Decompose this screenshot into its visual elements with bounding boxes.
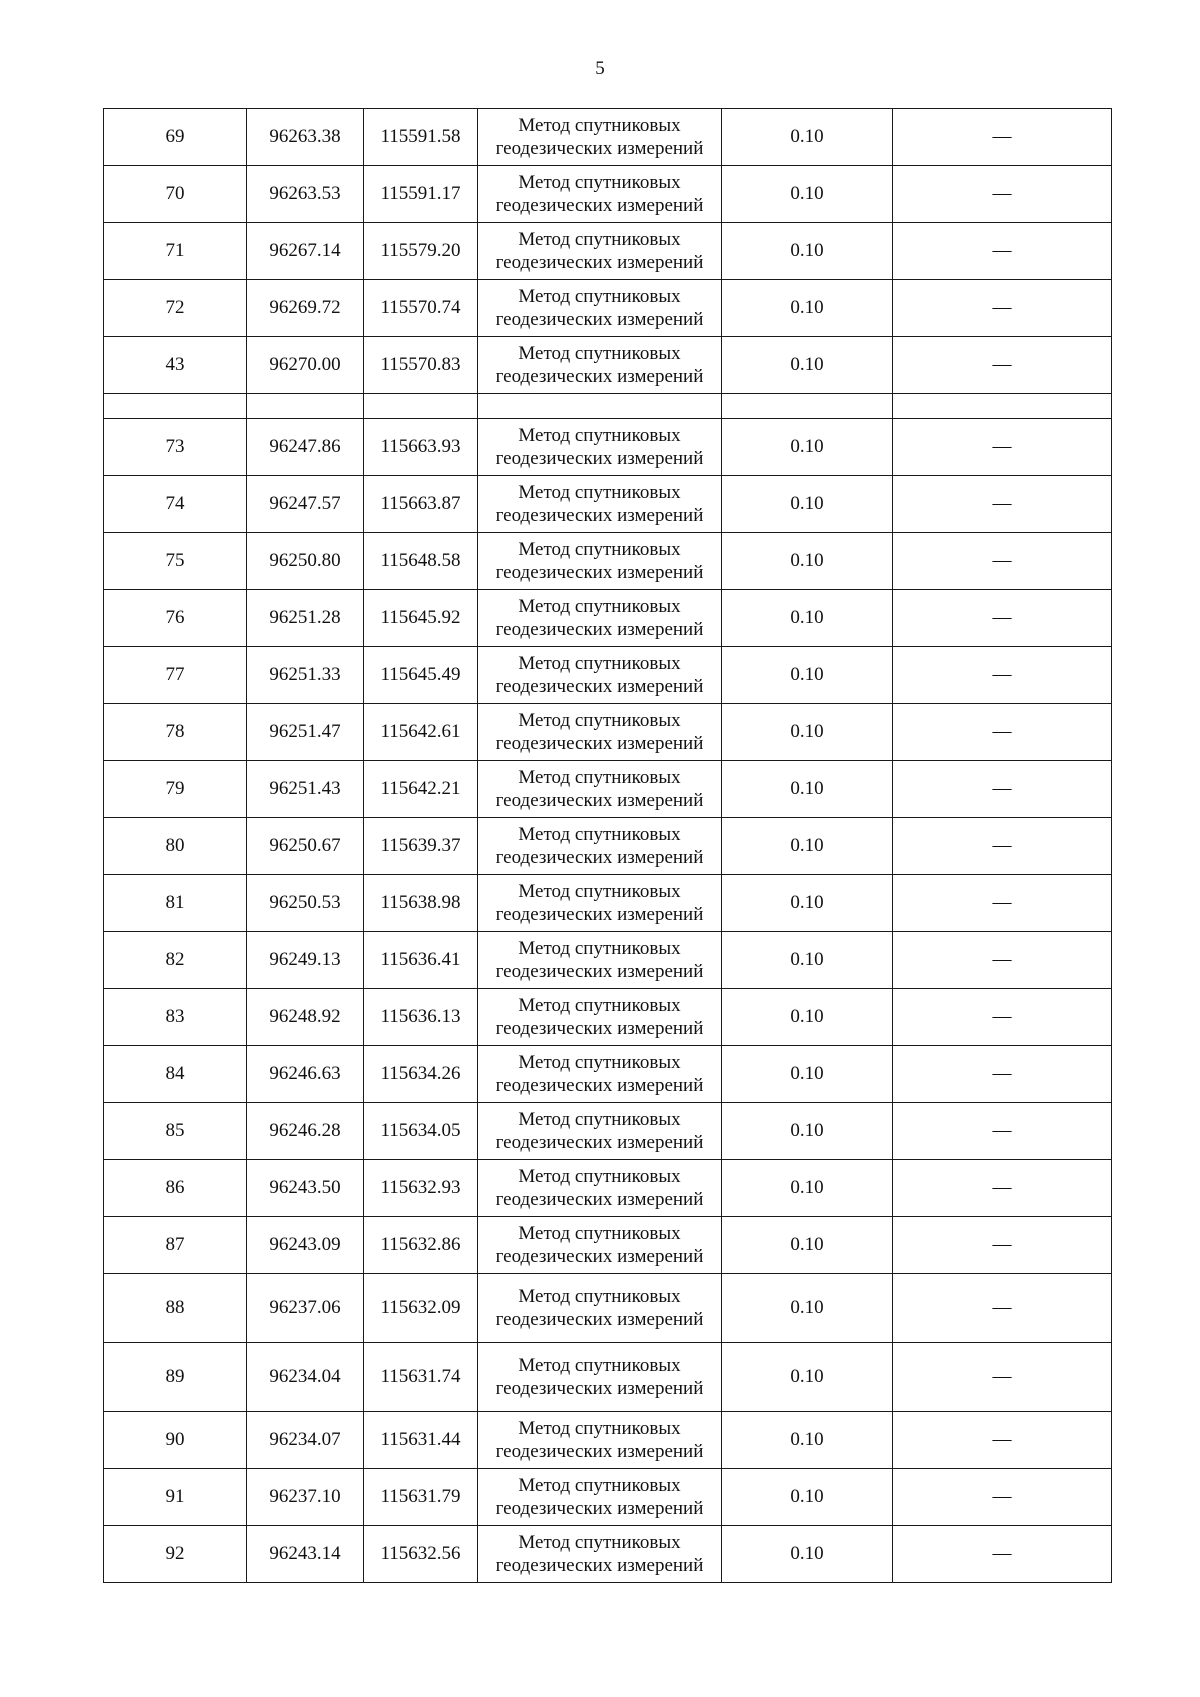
x-coordinate-cell: 96243.14 [247, 1526, 364, 1583]
accuracy-cell: 0.10 [722, 1274, 893, 1343]
method-cell [478, 1343, 722, 1412]
table-row [104, 1217, 1112, 1274]
note-cell: — [893, 1046, 1112, 1103]
y-coordinate-cell: 115663.87 [364, 476, 478, 533]
note-cell: — [893, 818, 1112, 875]
y-coordinate-cell: 115648.58 [364, 533, 478, 590]
point-number-cell: 69 [104, 109, 247, 166]
accuracy-cell: 0.10 [722, 1343, 893, 1412]
point-number-cell: 80 [104, 818, 247, 875]
y-coordinate-cell: 115631.74 [364, 1343, 478, 1412]
method-line-1: Метод спутниковых [518, 539, 681, 560]
method-line-2: геодезических измерений [495, 505, 704, 526]
accuracy-cell: 0.10 [722, 1217, 893, 1274]
point-number-cell: 79 [104, 761, 247, 818]
page-number: 5 [595, 58, 605, 79]
method-cell [478, 337, 722, 394]
y-coordinate-cell: 115636.13 [364, 989, 478, 1046]
method-cell [478, 533, 722, 590]
coordinates-table [103, 108, 1112, 1583]
y-coordinate-cell: 115636.41 [364, 932, 478, 989]
accuracy-cell: 0.10 [722, 704, 893, 761]
x-coordinate-cell: 96263.53 [247, 166, 364, 223]
method-line-2: геодезических измерений [495, 733, 704, 754]
note-cell: — [893, 1412, 1112, 1469]
table-row [104, 1160, 1112, 1217]
method-line-2: геодезических измерений [495, 1309, 704, 1330]
point-number-cell: 73 [104, 419, 247, 476]
empty-cell [893, 394, 1112, 419]
method-line-2: геодезических измерений [495, 366, 704, 387]
method-cell [478, 1469, 722, 1526]
y-coordinate-cell: 115638.98 [364, 875, 478, 932]
point-number-cell: 85 [104, 1103, 247, 1160]
point-number-cell: 74 [104, 476, 247, 533]
accuracy-cell: 0.10 [722, 761, 893, 818]
y-coordinate-cell: 115642.61 [364, 704, 478, 761]
y-coordinate-cell: 115632.09 [364, 1274, 478, 1343]
point-number-cell: 82 [104, 932, 247, 989]
method-line-2: геодезических измерений [495, 1018, 704, 1039]
point-number-cell: 90 [104, 1412, 247, 1469]
accuracy-cell: 0.10 [722, 875, 893, 932]
accuracy-cell: 0.10 [722, 647, 893, 704]
point-number-cell: 75 [104, 533, 247, 590]
y-coordinate-cell: 115570.74 [364, 280, 478, 337]
point-number-cell: 70 [104, 166, 247, 223]
x-coordinate-cell: 96247.86 [247, 419, 364, 476]
table-row [104, 533, 1112, 590]
method-cell [478, 1046, 722, 1103]
y-coordinate-cell: 115639.37 [364, 818, 478, 875]
accuracy-cell: 0.10 [722, 1103, 893, 1160]
table-row [104, 818, 1112, 875]
table-row [104, 761, 1112, 818]
method-line-1: Метод спутниковых [518, 115, 681, 136]
table-row [104, 1274, 1112, 1343]
accuracy-cell: 0.10 [722, 1160, 893, 1217]
accuracy-cell: 0.10 [722, 166, 893, 223]
method-cell [478, 223, 722, 280]
accuracy-cell: 0.10 [722, 337, 893, 394]
method-cell [478, 932, 722, 989]
method-line-2: геодезических измерений [495, 904, 704, 925]
y-coordinate-cell: 115631.44 [364, 1412, 478, 1469]
empty-cell [104, 394, 247, 419]
method-line-1: Метод спутниковых [518, 881, 681, 902]
x-coordinate-cell: 96250.53 [247, 875, 364, 932]
note-cell: — [893, 1160, 1112, 1217]
method-line-2: геодезических измерений [495, 1189, 704, 1210]
table-row [104, 166, 1112, 223]
note-cell: — [893, 1343, 1112, 1412]
method-cell [478, 704, 722, 761]
method-line-2: геодезических измерений [495, 1555, 704, 1576]
note-cell: — [893, 1469, 1112, 1526]
method-line-2: геодезических измерений [495, 619, 704, 640]
method-line-1: Метод спутниковых [518, 1532, 681, 1553]
x-coordinate-cell: 96251.28 [247, 590, 364, 647]
method-cell [478, 1160, 722, 1217]
x-coordinate-cell: 96249.13 [247, 932, 364, 989]
accuracy-cell: 0.10 [722, 476, 893, 533]
method-cell [478, 109, 722, 166]
method-line-2: геодезических измерений [495, 1498, 704, 1519]
note-cell: — [893, 1217, 1112, 1274]
x-coordinate-cell: 96243.09 [247, 1217, 364, 1274]
note-cell: — [893, 476, 1112, 533]
y-coordinate-cell: 115631.79 [364, 1469, 478, 1526]
y-coordinate-cell: 115632.93 [364, 1160, 478, 1217]
table-row [104, 704, 1112, 761]
method-line-1: Метод спутниковых [518, 286, 681, 307]
table-row [104, 1103, 1112, 1160]
accuracy-cell: 0.10 [722, 533, 893, 590]
accuracy-cell: 0.10 [722, 223, 893, 280]
note-cell: — [893, 989, 1112, 1046]
empty-cell [722, 394, 893, 419]
method-line-1: Метод спутниковых [518, 1286, 681, 1307]
x-coordinate-cell: 96248.92 [247, 989, 364, 1046]
x-coordinate-cell: 96263.38 [247, 109, 364, 166]
point-number-cell: 77 [104, 647, 247, 704]
note-cell: — [893, 166, 1112, 223]
point-number-cell: 76 [104, 590, 247, 647]
method-line-1: Метод спутниковых [518, 1109, 681, 1130]
empty-cell [478, 394, 722, 419]
method-cell [478, 989, 722, 1046]
method-cell [478, 761, 722, 818]
x-coordinate-cell: 96246.63 [247, 1046, 364, 1103]
method-cell [478, 1412, 722, 1469]
method-line-2: геодезических измерений [495, 448, 704, 469]
note-cell: — [893, 109, 1112, 166]
table-row [104, 1412, 1112, 1469]
note-cell: — [893, 280, 1112, 337]
accuracy-cell: 0.10 [722, 109, 893, 166]
point-number-cell: 84 [104, 1046, 247, 1103]
method-cell [478, 280, 722, 337]
table-row [104, 590, 1112, 647]
method-line-1: Метод спутниковых [518, 767, 681, 788]
method-cell [478, 166, 722, 223]
note-cell: — [893, 337, 1112, 394]
table-row [104, 419, 1112, 476]
method-cell [478, 1103, 722, 1160]
method-line-1: Метод спутниковых [518, 995, 681, 1016]
coordinates-table-body [104, 109, 1112, 1583]
table-row [104, 280, 1112, 337]
point-number-cell: 71 [104, 223, 247, 280]
method-cell [478, 1217, 722, 1274]
y-coordinate-cell: 115632.56 [364, 1526, 478, 1583]
method-cell [478, 818, 722, 875]
note-cell: — [893, 1103, 1112, 1160]
method-line-1: Метод спутниковых [518, 653, 681, 674]
x-coordinate-cell: 96237.06 [247, 1274, 364, 1343]
accuracy-cell: 0.10 [722, 1469, 893, 1526]
accuracy-cell: 0.10 [722, 419, 893, 476]
method-line-1: Метод спутниковых [518, 1223, 681, 1244]
point-number-cell: 91 [104, 1469, 247, 1526]
y-coordinate-cell: 115645.49 [364, 647, 478, 704]
note-cell: — [893, 704, 1112, 761]
method-line-1: Метод спутниковых [518, 172, 681, 193]
y-coordinate-cell: 115634.05 [364, 1103, 478, 1160]
method-cell [478, 419, 722, 476]
method-line-1: Метод спутниковых [518, 596, 681, 617]
x-coordinate-cell: 96250.67 [247, 818, 364, 875]
x-coordinate-cell: 96251.47 [247, 704, 364, 761]
method-cell [478, 476, 722, 533]
method-line-2: геодезических измерений [495, 961, 704, 982]
table-row [104, 875, 1112, 932]
method-line-2: геодезических измерений [495, 1132, 704, 1153]
method-line-2: геодезических измерений [495, 562, 704, 583]
point-number-cell: 43 [104, 337, 247, 394]
note-cell: — [893, 932, 1112, 989]
table-row [104, 1343, 1112, 1412]
point-number-cell: 81 [104, 875, 247, 932]
point-number-cell: 87 [104, 1217, 247, 1274]
note-cell: — [893, 761, 1112, 818]
y-coordinate-cell: 115642.21 [364, 761, 478, 818]
note-cell: — [893, 419, 1112, 476]
method-line-2: геодезических измерений [495, 1246, 704, 1267]
accuracy-cell: 0.10 [722, 1412, 893, 1469]
method-line-1: Метод спутниковых [518, 824, 681, 845]
accuracy-cell: 0.10 [722, 818, 893, 875]
x-coordinate-cell: 96247.57 [247, 476, 364, 533]
x-coordinate-cell: 96270.00 [247, 337, 364, 394]
method-line-1: Метод спутниковых [518, 229, 681, 250]
note-cell: — [893, 875, 1112, 932]
accuracy-cell: 0.10 [722, 280, 893, 337]
method-line-2: геодезических измерений [495, 1075, 704, 1096]
x-coordinate-cell: 96267.14 [247, 223, 364, 280]
method-line-2: геодезических измерений [495, 1378, 704, 1399]
accuracy-cell: 0.10 [722, 1526, 893, 1583]
y-coordinate-cell: 115632.86 [364, 1217, 478, 1274]
table-row [104, 1469, 1112, 1526]
note-cell: — [893, 533, 1112, 590]
table-row [104, 337, 1112, 394]
point-number-cell: 89 [104, 1343, 247, 1412]
accuracy-cell: 0.10 [722, 590, 893, 647]
y-coordinate-cell: 115634.26 [364, 1046, 478, 1103]
method-line-2: геодезических измерений [495, 252, 704, 273]
point-number-cell: 78 [104, 704, 247, 761]
accuracy-cell: 0.10 [722, 932, 893, 989]
method-line-1: Метод спутниковых [518, 1052, 681, 1073]
method-cell [478, 590, 722, 647]
method-cell [478, 647, 722, 704]
note-cell: — [893, 647, 1112, 704]
accuracy-cell: 0.10 [722, 989, 893, 1046]
x-coordinate-cell: 96251.33 [247, 647, 364, 704]
y-coordinate-cell: 115591.58 [364, 109, 478, 166]
accuracy-cell: 0.10 [722, 1046, 893, 1103]
method-line-2: геодезических измерений [495, 676, 704, 697]
method-line-2: геодезических измерений [495, 309, 704, 330]
method-line-2: геодезических измерений [495, 138, 704, 159]
note-cell: — [893, 1526, 1112, 1583]
method-line-2: геодезических измерений [495, 1441, 704, 1462]
x-coordinate-cell: 96246.28 [247, 1103, 364, 1160]
note-cell: — [893, 223, 1112, 280]
method-line-1: Метод спутниковых [518, 482, 681, 503]
method-line-1: Метод спутниковых [518, 343, 681, 364]
y-coordinate-cell: 115570.83 [364, 337, 478, 394]
method-line-1: Метод спутниковых [518, 710, 681, 731]
y-coordinate-cell: 115645.92 [364, 590, 478, 647]
table-row [104, 476, 1112, 533]
x-coordinate-cell: 96234.04 [247, 1343, 364, 1412]
method-line-1: Метод спутниковых [518, 1355, 681, 1376]
note-cell: — [893, 1274, 1112, 1343]
point-number-cell: 72 [104, 280, 247, 337]
table-row [104, 223, 1112, 280]
x-coordinate-cell: 96269.72 [247, 280, 364, 337]
method-line-2: геодезических измерений [495, 195, 704, 216]
point-number-cell: 88 [104, 1274, 247, 1343]
separator-row [104, 394, 1112, 419]
method-line-1: Метод спутниковых [518, 1418, 681, 1439]
empty-cell [247, 394, 364, 419]
table-row [104, 647, 1112, 704]
empty-cell [364, 394, 478, 419]
method-cell [478, 1526, 722, 1583]
method-line-2: геодезических измерений [495, 790, 704, 811]
y-coordinate-cell: 115579.20 [364, 223, 478, 280]
note-cell: — [893, 590, 1112, 647]
point-number-cell: 92 [104, 1526, 247, 1583]
table-row [104, 932, 1112, 989]
table-row [104, 1526, 1112, 1583]
table-row [104, 1046, 1112, 1103]
x-coordinate-cell: 96243.50 [247, 1160, 364, 1217]
method-line-1: Метод спутниковых [518, 1166, 681, 1187]
table-row [104, 989, 1112, 1046]
y-coordinate-cell: 115663.93 [364, 419, 478, 476]
x-coordinate-cell: 96237.10 [247, 1469, 364, 1526]
table-row [104, 109, 1112, 166]
x-coordinate-cell: 96251.43 [247, 761, 364, 818]
method-cell [478, 1274, 722, 1343]
x-coordinate-cell: 96234.07 [247, 1412, 364, 1469]
method-line-1: Метод спутниковых [518, 1475, 681, 1496]
method-line-2: геодезических измерений [495, 847, 704, 868]
point-number-cell: 83 [104, 989, 247, 1046]
y-coordinate-cell: 115591.17 [364, 166, 478, 223]
method-cell [478, 875, 722, 932]
x-coordinate-cell: 96250.80 [247, 533, 364, 590]
method-line-1: Метод спутниковых [518, 425, 681, 446]
point-number-cell: 86 [104, 1160, 247, 1217]
method-line-1: Метод спутниковых [518, 938, 681, 959]
